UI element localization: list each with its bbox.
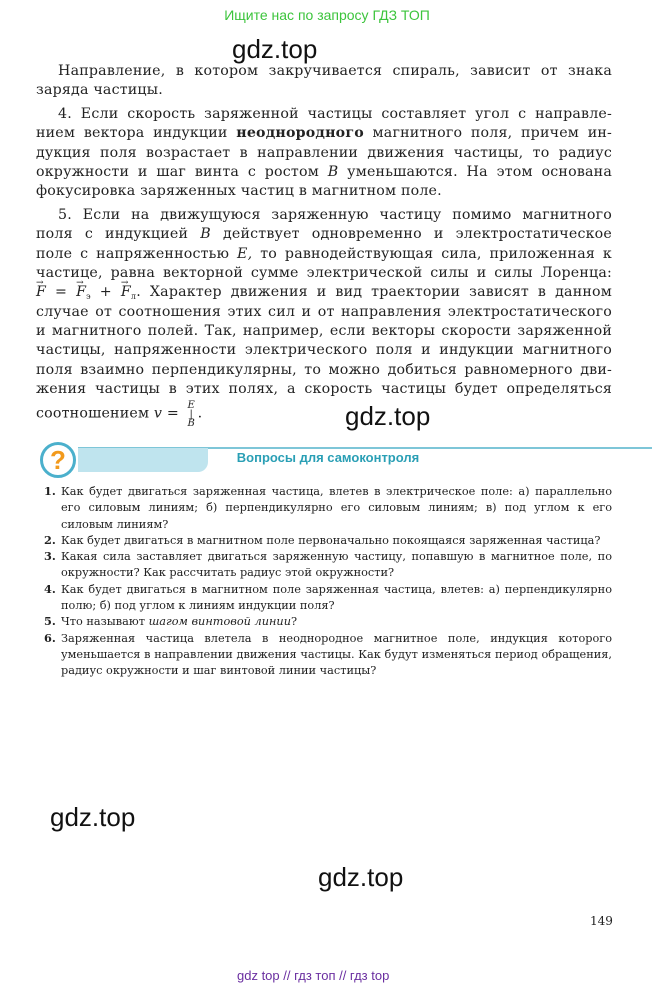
question-text [61, 484, 612, 533]
text-run: заряда частицы. [36, 82, 163, 99]
text-run: . [197, 405, 203, 422]
text-line [36, 81, 612, 100]
text-line [36, 206, 612, 225]
questions-header [38, 440, 614, 482]
text-run: Как будет двигаться в магнитном поле первоначально покоящаяся заряженная частица? [61, 533, 601, 547]
text-line [36, 380, 612, 399]
vector-symbol: → F [36, 284, 46, 300]
page-number: 149 [590, 914, 613, 928]
subscript: э [86, 292, 91, 302]
question-text [61, 549, 612, 582]
text-line [36, 361, 612, 380]
text-run: 4. Если скорость заряженной частицы составляет угол с направле- [58, 105, 612, 122]
watermark: gdz.top [50, 802, 136, 832]
subscript: л [130, 292, 137, 302]
question-text [61, 582, 612, 615]
search-banner[interactable]: Ищите нас по запросу ГДЗ ТОП [224, 7, 430, 23]
vector-symbol: → F [76, 284, 86, 300]
text-line [36, 225, 612, 244]
text-line [36, 124, 612, 143]
italic-text: v [153, 405, 163, 422]
question-item [44, 533, 612, 549]
question-item [44, 631, 612, 680]
text-line [36, 303, 612, 322]
text-run: Как будет двигаться в магнитном поле заряженная частица, влетев: а) перпендикулярно полю; б) под углом к линиям индукции поля? [61, 582, 612, 613]
question-number: 3. [44, 549, 56, 564]
question-number: 6. [44, 630, 56, 645]
question-item [44, 582, 612, 615]
text-line [36, 62, 612, 81]
text-run: Какая сила заставляет двигаться заряженную частицу, попавшую в магнитное поле, по окружности? Как рассчитать радиус этой окружности? [61, 550, 612, 580]
vector-symbol: → F [121, 284, 131, 300]
text-line [36, 144, 612, 163]
text-line [36, 182, 612, 201]
text-line [36, 245, 612, 264]
text-line [36, 322, 612, 341]
text-run: уменьшаются. На этом основана [338, 163, 612, 180]
text-line [36, 341, 612, 360]
question-text [61, 631, 612, 680]
section-title: Вопросы для самоконтроля [236, 450, 420, 465]
question-item [44, 614, 612, 630]
text-run: Заряженная частица влетела в неоднородное магнитное поле, индукция которого уменьшается в направлении движения частицы. Как будут изменяться период обращения, радиус окружности и шаг винтовой линии частицы? [61, 631, 612, 678]
text-run: 5. Если на движущуюся заряженную частицу помимо магнитного [58, 206, 612, 223]
text-run: нием вектора индукции [36, 125, 237, 142]
text-run: то равнодействующая сила, приложенная к [252, 245, 612, 262]
text-run: поле с напряженностью [36, 245, 238, 262]
question-number: 1. [44, 484, 56, 498]
text-run: Что называют [61, 615, 149, 629]
text-run: магнитного поля, причем ин- [363, 125, 613, 142]
question-number: 4. [44, 581, 56, 596]
question-item [44, 549, 612, 582]
text-run: ? [290, 615, 298, 629]
question-number: 5. [44, 614, 56, 629]
bold-text: неоднородного [236, 125, 364, 142]
footer-links[interactable]: gdz top // гдз топ // гдз top [237, 968, 390, 983]
text-run: жения частицы в этих полях, а скорость частицы будет определяться [36, 381, 612, 398]
question-number: 2. [44, 532, 56, 547]
text-run: поля взаимно перпендикулярны, то можно добиться равномерного дви- [36, 361, 612, 378]
text-run: Как будет двигаться заряженная частица, влетев в электрическое поле: а) параллельно его силовым линиям; б) перпендикулярно его силовым линиям; в) под углом к его силовым линиям? [61, 485, 612, 531]
text-run: дукция поля возрастает в направлении движения частицы, то радиус [36, 144, 612, 161]
fraction: E|B [185, 399, 197, 427]
italic-text: шагом винтовой линии [148, 615, 291, 629]
text-run: фокусировка заряженных частиц в магнитном поле. [36, 183, 442, 200]
text-run: соотношением [36, 405, 154, 422]
question-text [61, 614, 612, 630]
questions-list [44, 484, 612, 680]
text-run: = [46, 284, 77, 301]
text-line [36, 105, 612, 124]
text-run: окружности и шаг винта с ростом [36, 163, 328, 180]
text-run: = [162, 405, 184, 422]
text-run: действует одновременно и электростатическое [210, 226, 612, 243]
text-run: случае от соотношения этих сил и от направления электростатического [36, 303, 612, 320]
text-line [36, 399, 612, 427]
text-line [36, 283, 612, 302]
italic-text: E, [237, 245, 253, 262]
text-run: и магнитного полей. Так, например, если векторы скорости заряженной [36, 323, 612, 340]
text-run: поля с индукцией [36, 226, 201, 243]
text-run: + [90, 284, 121, 301]
italic-text: B [327, 163, 339, 180]
question-mark-icon: ? [40, 442, 76, 478]
italic-text: B [200, 226, 211, 243]
text-run: Направление, в котором закручивается спираль, зависит от знака [58, 63, 612, 79]
text-run: . Характер движения и вид траектории зависят в данном [136, 284, 612, 301]
main-text [36, 62, 613, 427]
text-line [36, 163, 612, 182]
text-run: частице, равна векторной сумме электрической силы и силы Лоренца: [36, 264, 612, 281]
watermark: gdz.top [345, 401, 431, 431]
text-run: частицы, напряженности электрического поля и индукции магнитного [36, 342, 612, 359]
question-item [44, 484, 612, 533]
question-text [61, 533, 612, 549]
watermark: gdz.top [318, 862, 404, 892]
watermark: gdz.top [232, 34, 318, 64]
